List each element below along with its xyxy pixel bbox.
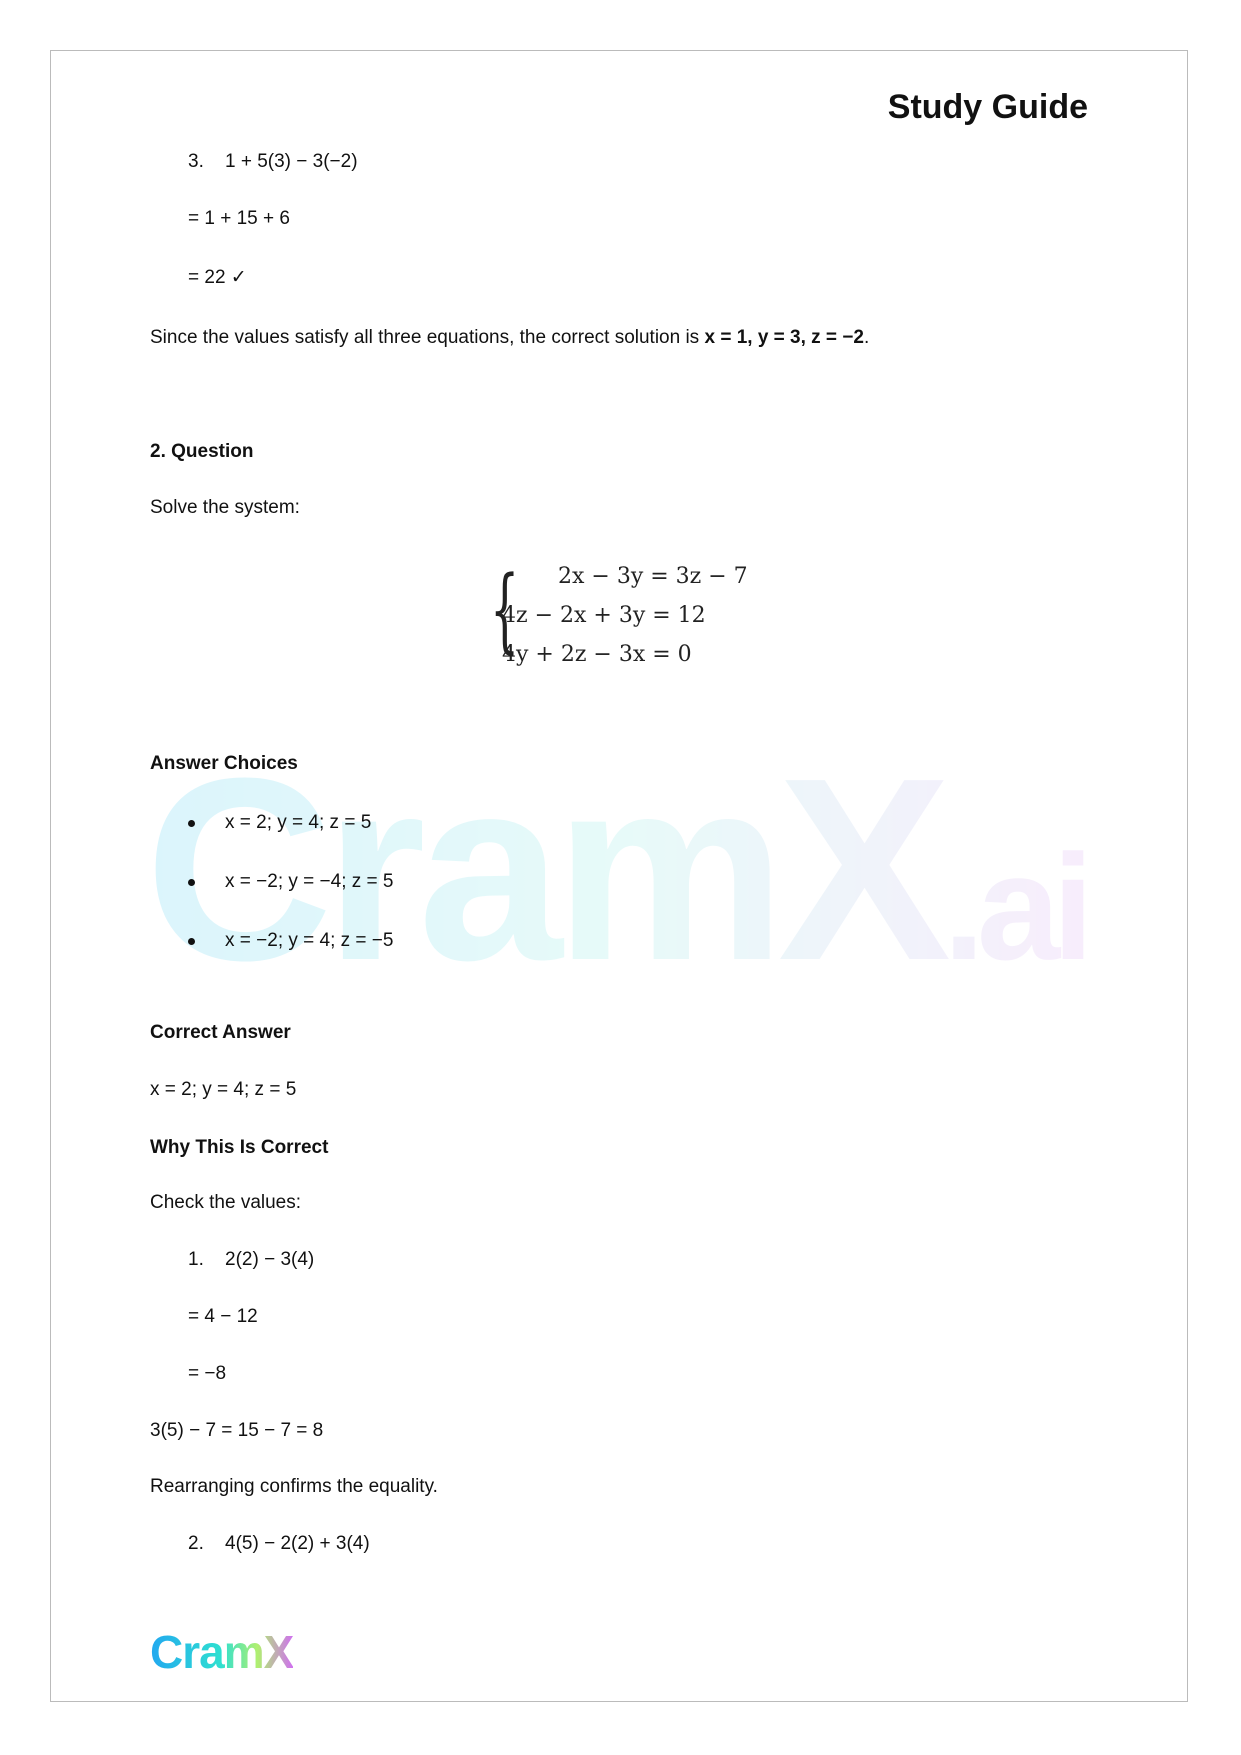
- check-step: = 1 + 15 + 6: [188, 208, 290, 229]
- answer-choice: x = −2; y = 4; z = −5: [225, 930, 394, 951]
- check-step: = 22 ✓: [188, 267, 247, 288]
- correct-answer: x = 2; y = 4; z = 5: [150, 1079, 297, 1100]
- check-expression: 2(2) − 3(4): [225, 1249, 315, 1270]
- question-prompt: Solve the system:: [150, 497, 300, 518]
- why-heading: Why This Is Correct: [150, 1137, 329, 1158]
- brace-icon: {: [490, 556, 520, 663]
- watermark: CramX.ai: [145, 740, 1086, 1037]
- equation: 2x − 3y = 3z − 7: [558, 564, 748, 589]
- check-expression: 1 + 5(3) − 3(−2): [225, 151, 358, 172]
- rhs-check: 3(5) − 7 = 15 − 7 = 8: [150, 1420, 324, 1441]
- bullet-icon: [188, 938, 195, 945]
- list-number: 2.: [188, 1533, 204, 1554]
- answer-choice: x = −2; y = −4; z = 5: [225, 871, 394, 892]
- list-number: 3.: [188, 151, 204, 172]
- cramx-logo: CramX: [150, 1626, 294, 1678]
- correct-heading: Correct Answer: [150, 1022, 291, 1043]
- bullet-icon: [188, 820, 195, 827]
- choices-heading: Answer Choices: [150, 753, 298, 774]
- check-expression: 4(5) − 2(2) + 3(4): [225, 1533, 370, 1554]
- equation: 4z − 2x + 3y = 12: [502, 603, 706, 628]
- conclusion: Since the values satisfy all three equations, the correct solution is x = 1, y = 3, z = −2.: [150, 327, 870, 348]
- bullet-icon: [188, 879, 195, 886]
- check-intro: Check the values:: [150, 1192, 302, 1213]
- check-step: = −8: [188, 1363, 227, 1384]
- answer-choice: x = 2; y = 4; z = 5: [225, 812, 372, 833]
- list-number: 1.: [188, 1249, 204, 1270]
- question-heading: 2. Question: [150, 441, 254, 462]
- page-border: [50, 50, 1188, 1702]
- check-step: = 4 − 12: [188, 1306, 258, 1327]
- rearrange-note: Rearranging confirms the equality.: [150, 1476, 438, 1497]
- equation: 4y + 2z − 3x = 0: [502, 642, 692, 667]
- page-title: Study Guide: [887, 88, 1088, 126]
